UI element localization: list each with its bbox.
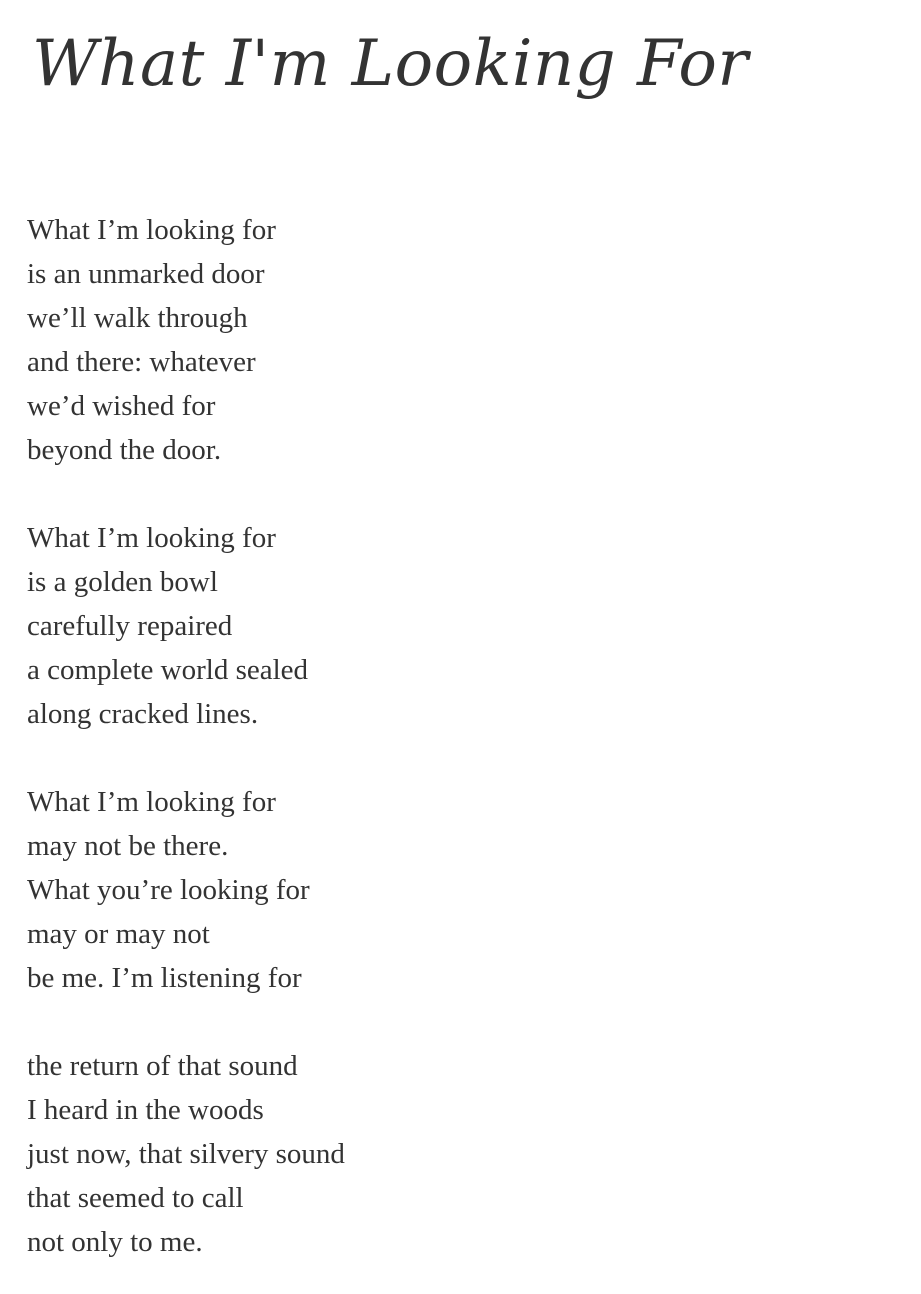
stanza-4: [27, 1044, 627, 1264]
poem-line: carefully repaired: [27, 610, 233, 642]
poem-line: be me. I’m listening for: [27, 962, 302, 994]
poem-line: a complete world sealed: [27, 654, 309, 686]
poem-line: is an unmarked door: [27, 258, 265, 290]
poem-line: is a golden bowl: [27, 566, 218, 598]
poem-line: may or may not: [27, 918, 210, 950]
poem-line: and there: whatever: [27, 346, 256, 378]
poem-title: What I'm Looking For: [32, 27, 749, 101]
poem-line: What I’m looking for: [27, 786, 276, 818]
stanza-2: [27, 516, 627, 736]
stanza-1: [27, 208, 627, 472]
poem-line: What I’m looking for: [27, 522, 276, 554]
poem-body: [27, 208, 627, 1264]
poem-line: beyond the door.: [27, 434, 222, 466]
poem-line: we’ll walk through: [27, 302, 248, 334]
poem-line: not only to me.: [27, 1226, 203, 1258]
stanza-3: [27, 780, 627, 1000]
poem-line: I heard in the woods: [27, 1094, 264, 1126]
poem-line: just now, that silvery sound: [27, 1138, 345, 1170]
poem-line: may not be there.: [27, 830, 229, 862]
poem-line: What you’re looking for: [27, 874, 310, 906]
poem-line: the return of that sound: [27, 1050, 298, 1082]
poem-line: that seemed to call: [27, 1182, 244, 1214]
poem-line: What I’m looking for: [27, 214, 276, 246]
poem-line: along cracked lines.: [27, 698, 259, 730]
poem-line: we’d wished for: [27, 390, 216, 422]
